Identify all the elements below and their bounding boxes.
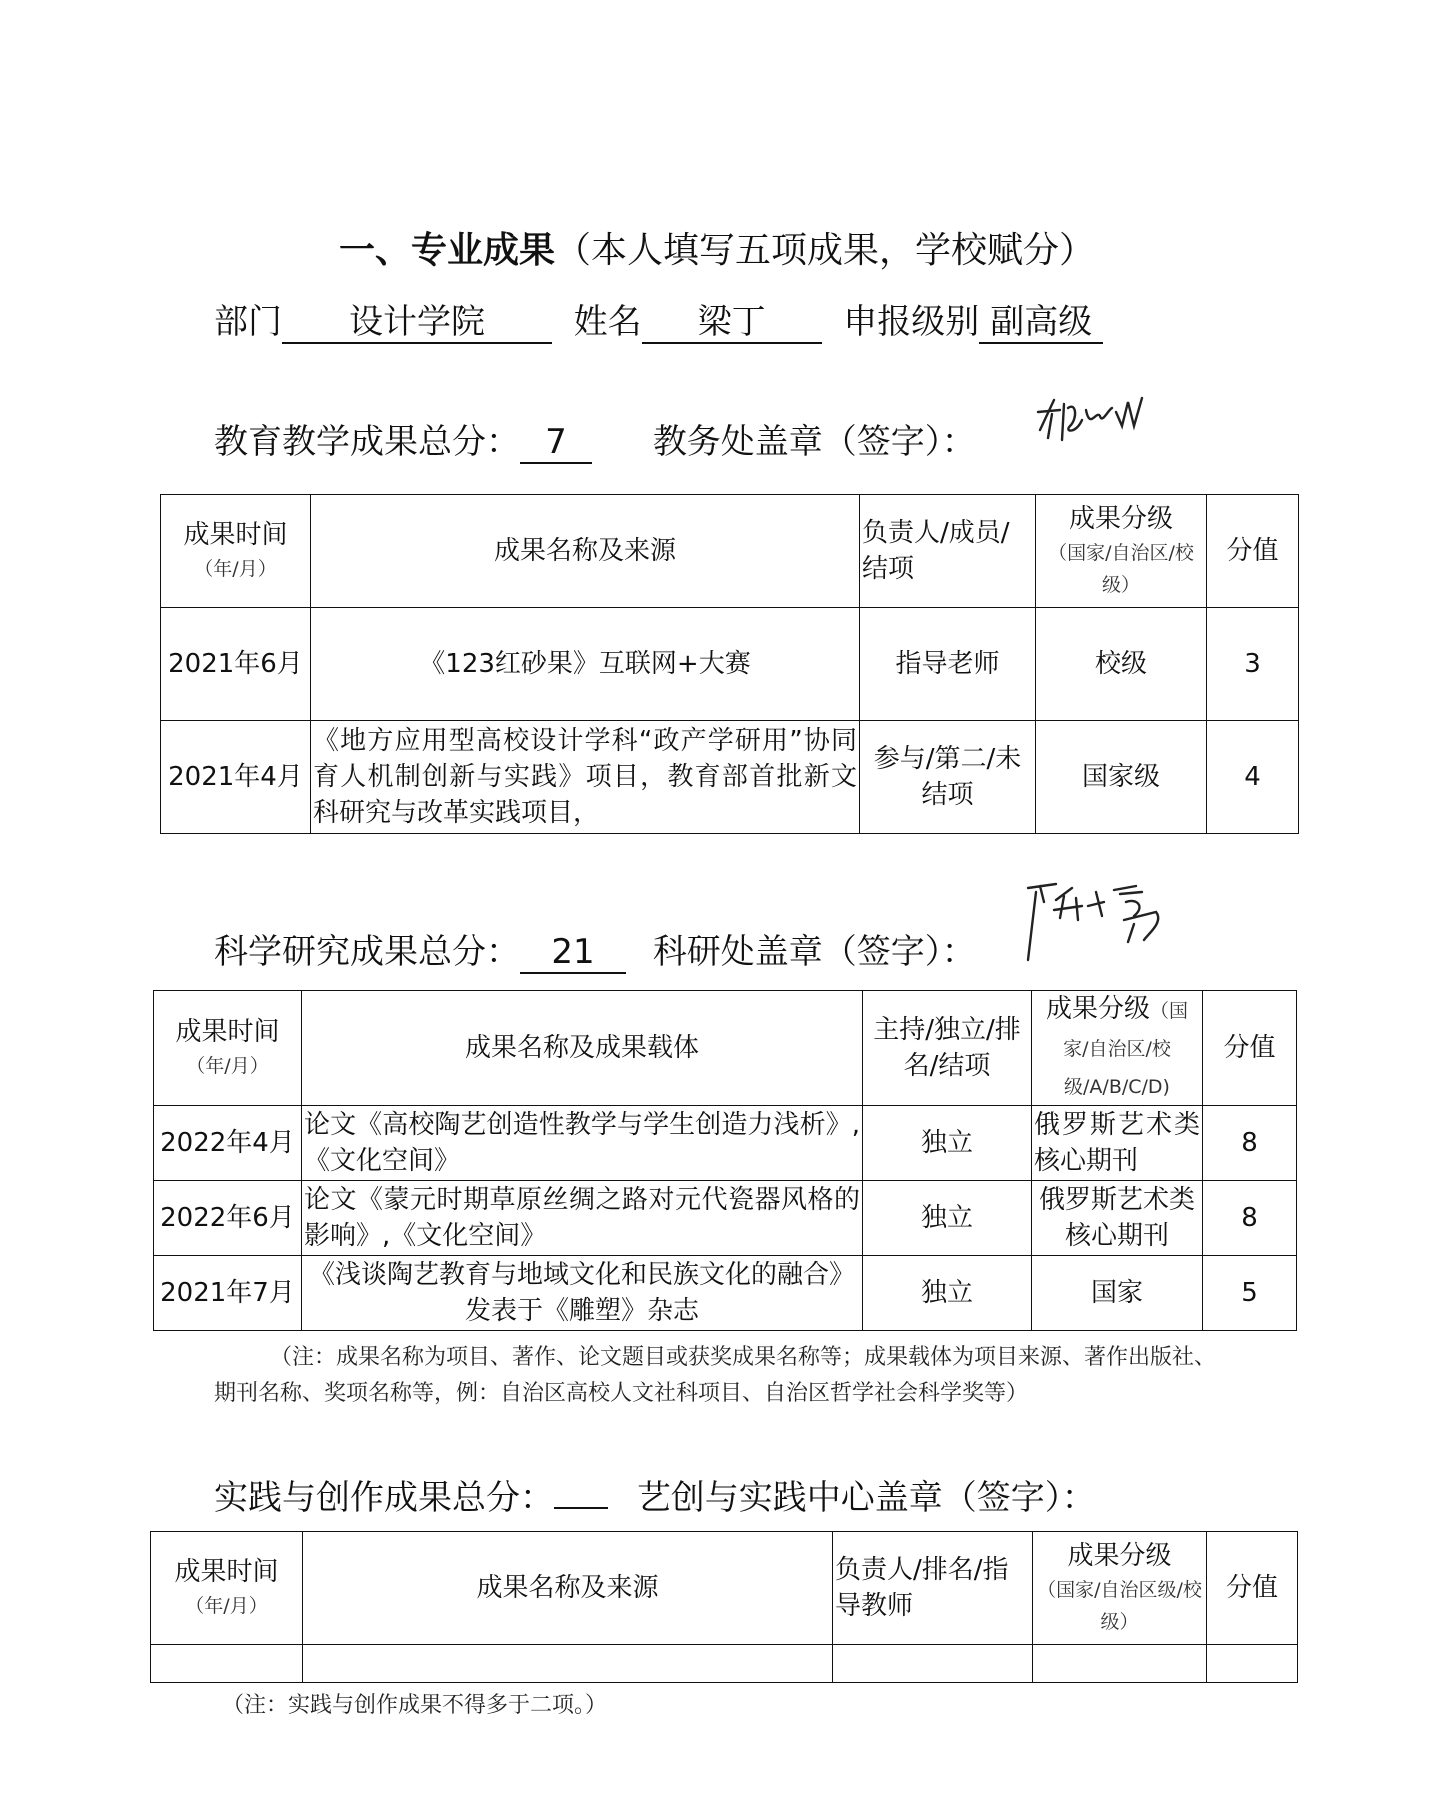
- level-value: 副高级: [979, 302, 1103, 344]
- cell-grade: [1033, 1645, 1207, 1683]
- page-title: 一、专业成果（本人填写五项成果，学校赋分）: [338, 230, 1096, 271]
- cell-grade: 国家级: [1036, 721, 1207, 834]
- cell-time: 2021年6月: [161, 608, 311, 721]
- header-name: 成果名称及成果载体: [302, 991, 863, 1106]
- header-time: 成果时间 （年/月）: [161, 495, 311, 608]
- research-score-line: [214, 924, 976, 974]
- research-stamp-label: 科研处盖章（签字）：: [652, 932, 976, 972]
- practice-score-label: 实践与创作成果总分：: [214, 1478, 554, 1518]
- dept-value: 设计学院: [282, 302, 552, 344]
- practice-score-value: [554, 1507, 608, 1509]
- teaching-score-value: 7: [520, 422, 592, 464]
- research-note: （注：成果名称为项目、著作、论文题目或获奖成果名称等；成果载体为项目来源、著作出版社、期刊名称、奖项名称等，例：自治区高校人文社科项目、自治区哲学社会科学奖等）: [214, 1345, 1217, 1406]
- cell-name: 《地方应用型高校设计学科“政产学研用”协同育人机制创新与实践》项目，教育部首批新文科研究与改革实践项目，: [311, 721, 860, 834]
- cell-name: 《123红砂果》互联网+大赛: [311, 608, 860, 721]
- cell-name: 《浅谈陶艺教育与地域文化和民族文化的融合》发表于《雕塑》杂志: [302, 1256, 863, 1331]
- header-score: 分值: [1203, 991, 1297, 1106]
- cell-time: 2022年6月: [154, 1181, 302, 1256]
- applicant-info: [214, 294, 1103, 344]
- cell-score: [1207, 1645, 1298, 1683]
- cell-time: 2022年4月: [154, 1106, 302, 1181]
- cell-role: 参与/第二/未结项: [860, 721, 1036, 834]
- table-row: [151, 1645, 1298, 1683]
- table-row: [154, 1106, 1297, 1181]
- cell-role: 指导老师: [860, 608, 1036, 721]
- practice-table: [150, 1531, 1298, 1683]
- table-row: [161, 608, 1299, 721]
- name-label: 姓名: [573, 302, 642, 342]
- header-role: 主持/独立/排名/结项: [863, 991, 1032, 1106]
- teaching-score-line: [214, 414, 976, 464]
- cell-grade: 俄罗斯艺术类核心期刊: [1032, 1181, 1203, 1256]
- research-score-label: 科学研究成果总分：: [214, 932, 520, 972]
- cell-score: 8: [1203, 1181, 1297, 1256]
- teaching-signature: [1030, 380, 1170, 450]
- cell-score: 5: [1203, 1256, 1297, 1331]
- table-row: [161, 721, 1299, 834]
- cell-grade: 国家: [1032, 1256, 1203, 1331]
- table-header-row: [154, 991, 1297, 1106]
- header-role: 负责人/成员/结项: [860, 495, 1036, 608]
- teaching-table: [160, 494, 1299, 834]
- cell-score: 8: [1203, 1106, 1297, 1181]
- name-value: 梁丁: [642, 302, 822, 344]
- header-grade: 成果分级 （国家/自治区级/校级）: [1033, 1532, 1207, 1645]
- cell-time: 2021年4月: [161, 721, 311, 834]
- table-row: [154, 1181, 1297, 1256]
- research-signature: [1016, 872, 1186, 962]
- header-score: 分值: [1207, 495, 1299, 608]
- dept-label: 部门: [214, 302, 282, 342]
- cell-name: [303, 1645, 833, 1683]
- cell-role: 独立: [863, 1256, 1032, 1331]
- cell-role: [833, 1645, 1033, 1683]
- cell-time: [151, 1645, 303, 1683]
- practice-score-line: [214, 1470, 1096, 1519]
- header-time: 成果时间 （年/月）: [154, 991, 302, 1106]
- cell-role: 独立: [863, 1181, 1032, 1256]
- cell-time: 2021年7月: [154, 1256, 302, 1331]
- cell-score: 4: [1207, 721, 1299, 834]
- header-grade: 成果分级 （国家/自治区/校级）: [1036, 495, 1207, 608]
- header-name: 成果名称及来源: [303, 1532, 833, 1645]
- header-grade: 成果分级（国家/自治区/校级/A/B/C/D): [1032, 991, 1203, 1106]
- table-row: [154, 1256, 1297, 1331]
- cell-name: 论文《高校陶艺创造性教学与学生创造力浅析》,《文化空间》: [302, 1106, 863, 1181]
- teaching-stamp-label: 教务处盖章（签字）：: [652, 422, 976, 462]
- practice-note: （注：实践与创作成果不得多于二项。）: [222, 1693, 608, 1718]
- teaching-score-label: 教育教学成果总分：: [214, 422, 520, 462]
- research-score-value: 21: [520, 932, 626, 974]
- cell-score: 3: [1207, 608, 1299, 721]
- table-header-row: [151, 1532, 1298, 1645]
- table-header-row: [161, 495, 1299, 608]
- header-score: 分值: [1207, 1532, 1298, 1645]
- level-label: 申报级别: [843, 302, 980, 342]
- cell-role: 独立: [863, 1106, 1032, 1181]
- cell-grade: 校级: [1036, 608, 1207, 721]
- header-role: 负责人/排名/指导教师: [833, 1532, 1033, 1645]
- header-time: 成果时间 （年/月）: [151, 1532, 303, 1645]
- header-name: 成果名称及来源: [311, 495, 860, 608]
- research-table: [153, 990, 1297, 1331]
- cell-grade: 俄罗斯艺术类核心期刊: [1032, 1106, 1203, 1181]
- practice-stamp-label: 艺创与实践中心盖章（签字）：: [636, 1478, 1096, 1518]
- cell-name: 论文《蒙元时期草原丝绸之路对元代瓷器风格的影响》,《文化空间》: [302, 1181, 863, 1256]
